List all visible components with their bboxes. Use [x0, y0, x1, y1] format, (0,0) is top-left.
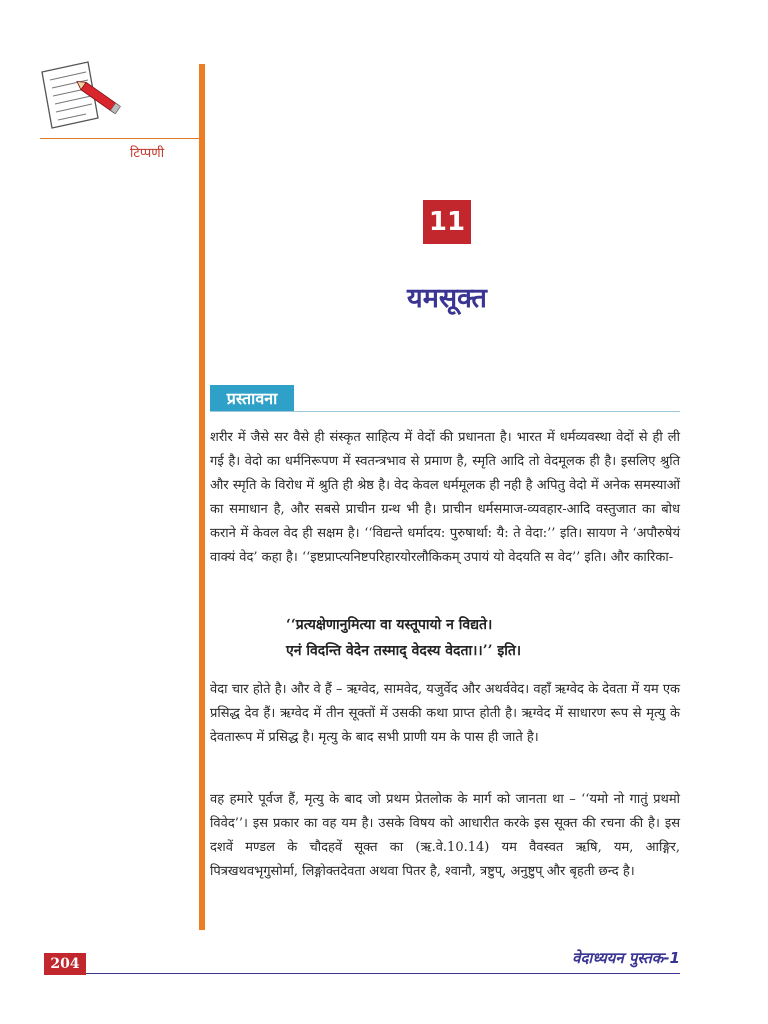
paragraph-vedas: वेदा चार होते है। और वे हैं – ऋग्वेद, सामवेद, यजुर्वेद और अथर्ववेद। वहाँ ऋग्वेद के देवता में यम एक प्रसिद्ध देव हैं। ऋग्वेद में तीन सूक्तों में उसकी कथा प्राप्त होती है। ऋग्वेद में साधारण रूप से मृत्यु के देवतारूप में प्रसिद्ध है। मृत्यु के बाद सभी प्राणी यम के पास ही जाते है।: [210, 682, 680, 745]
margin-divider: [40, 138, 200, 139]
chapter-title: यमसूक्त: [407, 283, 487, 314]
paragraph-intro: शरीर में जैसे सर वैसे ही संस्कृत साहित्य में वेदों की प्रधानता है। भारत में धर्मव्यवस्था वेदों से ही ली गई है। वेदो का धर्मनिरूपण में स्वतन्त्रभाव से प्रमाण है, स्मृति आदि तो वेदमूलक ही है। इसलिए श्रुति और स्मृति के विरोध में श्रुति ही श्रेष्ठ है। वेद केवल धर्ममूलक ही नही है अपितु वेदो में अनेक समस्याओं का समाधान है, और सबसे प्राचीन ग्रन्थ भी है। प्राचीन धर्मसमाज-व्यवहार-आदि वस्तुजात का बोध कराने में केवल वेद ही सक्षम है। ‘‘विद्यन्ते धर्मादय: पुरुषार्था: यै: ते वेदा:’’ इति। सायण ने ‘अपौरुषेयं वाक्यं वेद’ कहा है। ‘‘इष्टप्राप्त्यनिष्टपरिहारयोरलौकिकम् उपायं यो वेदयति स वेद’’ इति। और कारिका-: [210, 430, 680, 565]
verse-line-1: ‘‘प्रत्यक्षेणानुमित्या वा यस्तूपायो न विद्यते।: [286, 617, 493, 633]
verse-line-2: एनं विदन्ति वेदेन तस्माद् वेदस्य वेदता।।’’ इति।: [286, 643, 522, 659]
margin-vertical-bar: [199, 64, 205, 930]
section-divider: [210, 411, 680, 412]
paragraph-yama: वह हमारे पूर्वज हैं, मृत्यु के बाद जो प्रथम प्रेतलोक के मार्ग को जानता था – ‘‘यमो नो गातुं प्रथमो विवेद’’। इस प्रकार का वह यम है। उसके विषय को आधारीत करके इस सूक्त की रचना की है। इस दशवें मण्डल के चौदहवें सूक्त का (ऋ.वे.10.14) यम वैवस्वत ऋषि, यम, आङ्गिर, पित्रखथवभृगुसोर्मा, लिङ्गोक्तदेवता अथवा पितर है, श्वानौ, त्रष्टुप्, अनुष्टुप् और बृहती छन्द है।: [210, 792, 680, 879]
section-heading: प्रस्तावना: [210, 385, 294, 411]
page-number: 204: [44, 953, 86, 975]
book-title: वेदाध्ययन पुस्तक-1: [572, 949, 680, 967]
footer-divider: [86, 973, 680, 974]
margin-note-label: टिप्पणी: [130, 146, 165, 161]
note-with-pencil-icon: [36, 58, 122, 134]
chapter-number: 11: [423, 200, 471, 244]
verse-block: [286, 612, 676, 664]
